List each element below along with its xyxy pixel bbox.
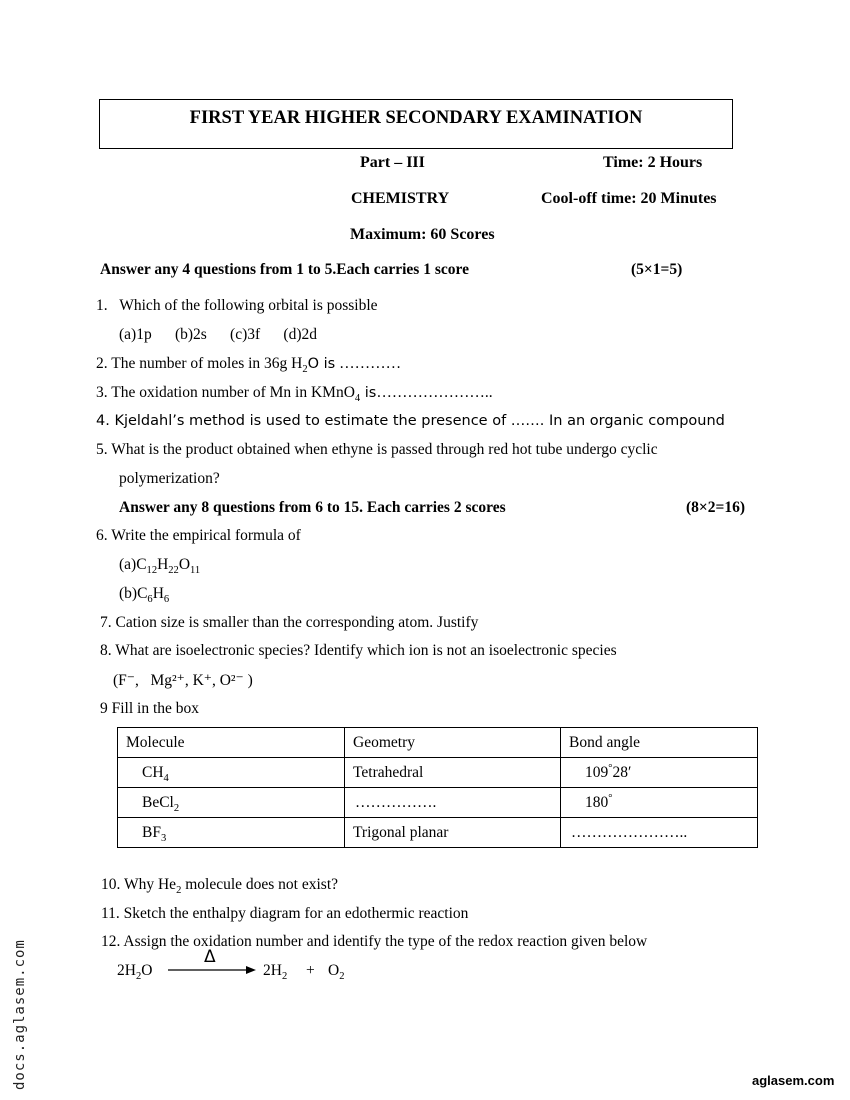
cell-geometry: Tetrahedral (345, 758, 561, 788)
question-1-options: (a)1p (b)2s (c)3f (d)2d (119, 326, 317, 343)
question-9: 9 Fill in the box (100, 700, 200, 717)
question-7: 7. Cation size is smaller than the corresponding atom. Justify (100, 614, 479, 631)
reaction-arrow-icon (168, 964, 258, 976)
question-6: 6. Write the empirical formula of (96, 527, 301, 544)
question-1 (96, 297, 378, 315)
question-6-a (119, 556, 201, 577)
question-2 (96, 355, 402, 376)
q6a-o: O (178, 556, 191, 573)
question-4-text: 4. Kjeldahl’s method is used to estimate the presence of (96, 413, 507, 429)
angle-text: 180 (585, 793, 609, 811)
question-1-number: 1. (96, 297, 108, 314)
section1-instruction: Answer any 4 questions from 1 to 5.Each carries 1 score (100, 261, 469, 278)
table-row (118, 818, 758, 848)
question-3-sub: 4 (354, 393, 361, 405)
question-1-text: Which of the following orbital is possible (119, 297, 378, 314)
question-3-blank: ………………….. (376, 384, 493, 401)
side-watermark (12, 932, 34, 1092)
molecule-sub: 3 (160, 832, 167, 844)
product2-sub: 2 (339, 971, 345, 983)
question-6-b (119, 585, 170, 606)
exam-title: FIRST YEAR HIGHER SECONDARY EXAMINATION (189, 108, 643, 128)
question-3-rest: is (360, 385, 377, 401)
cell-molecule (118, 788, 345, 818)
q6b-h: H (152, 585, 164, 602)
question-4-blank: ……. (506, 413, 550, 429)
max-score-label: Maximum: 60 Scores (350, 226, 495, 243)
q6a-c-sub: 12 (146, 565, 158, 577)
question-3-text: 3. The oxidation number of Mn in KMnO (96, 384, 355, 401)
reaction-plus: + (306, 962, 315, 979)
question-5-continued: polymerization? (119, 470, 220, 487)
question-3 (96, 384, 493, 405)
watermark-text: docs.aglasem.com (12, 939, 28, 1090)
question-2-blank: ………… (335, 355, 402, 372)
molecule-text: BF (142, 823, 161, 841)
question-10-sub: 2 (176, 885, 182, 897)
cool-off-label: Cool-off time: 20 Minutes (541, 190, 717, 207)
q6b-prefix: (b)C (119, 585, 148, 602)
section2-instruction: Answer any 8 questions from 6 to 15. Each carries 2 scores (119, 499, 506, 516)
question-10-text: 10. Why He (101, 876, 177, 893)
time-label: Time: 2 Hours (603, 154, 703, 171)
header-molecule: Molecule (118, 728, 345, 758)
question-8: 8. What are isoelectronic species? Identify which ion is not an isoelectronic species (100, 642, 617, 659)
molecule-text: BeCl (142, 793, 174, 811)
section1-marks: (5×1=5) (631, 261, 683, 278)
q6a-h: H (157, 556, 169, 573)
product1-sub: 2 (281, 971, 288, 983)
product1-text: 2H (263, 962, 282, 979)
reaction-product-1 (263, 962, 288, 983)
cell-geometry: ……………. (345, 788, 561, 818)
header-geometry: Geometry (345, 728, 561, 758)
heat-symbol: Δ (204, 947, 216, 967)
question-10 (101, 876, 339, 897)
question-2-rest: O is (307, 356, 336, 372)
brand-link[interactable]: aglasem.com (752, 1073, 835, 1088)
angle-rest: 28′ (612, 763, 632, 781)
table-row (118, 788, 758, 818)
question-8-species: (F⁻, Mg²⁺, K⁺, O²⁻ ) (113, 672, 253, 689)
q6a-prefix: (a)C (119, 556, 147, 573)
q6b-c-sub: 6 (147, 594, 153, 606)
cell-molecule (118, 818, 345, 848)
title-box (99, 99, 733, 149)
question-4 (96, 413, 725, 429)
table-row (118, 758, 758, 788)
reactant-rest: O (141, 962, 153, 979)
angle-text: 109 (585, 763, 609, 781)
q6a-h-sub: 22 (168, 565, 179, 577)
question-12: 12. Assign the oxidation number and identify the type of the redox reaction given below (101, 933, 648, 950)
cell-molecule (118, 758, 345, 788)
cell-geometry: Trigonal planar (345, 818, 561, 848)
reactant-text: 2H (117, 962, 136, 979)
subject-label: CHEMISTRY (351, 190, 450, 207)
molecule-text: CH (142, 763, 164, 781)
question-2-sub: 2 (302, 364, 308, 376)
part-label: Part – III (360, 154, 425, 171)
molecule-sub: 4 (163, 772, 169, 784)
header-bond-angle: Bond angle (561, 728, 758, 758)
fill-in-table (117, 727, 758, 848)
cell-bond-angle (561, 788, 758, 818)
angle-sup: ° (608, 792, 613, 804)
section2-marks: (8×2=16) (686, 499, 745, 516)
q6b-h-sub: 6 (163, 594, 170, 606)
question-10-rest: molecule does not exist? (181, 876, 339, 893)
question-11: 11. Sketch the enthalpy diagram for an edothermic reaction (101, 905, 469, 922)
molecule-sub: 2 (173, 802, 180, 814)
reaction-reactant (117, 962, 153, 983)
reactant-sub: 2 (135, 971, 142, 983)
table-header-row (118, 728, 758, 758)
reaction-product-2 (328, 962, 345, 983)
q6a-o-sub: 11 (190, 565, 201, 577)
cell-bond-angle (561, 758, 758, 788)
question-5: 5. What is the product obtained when ethyne is passed through red hot tube undergo cyclic (96, 441, 658, 458)
question-2-text: 2. The number of moles in 36g H (96, 355, 303, 372)
question-4-rest: In an organic compound (549, 413, 725, 429)
cell-bond-angle: ………………….. (561, 818, 758, 848)
product2-text: O (328, 962, 340, 979)
angle-sup: ° (608, 762, 613, 774)
